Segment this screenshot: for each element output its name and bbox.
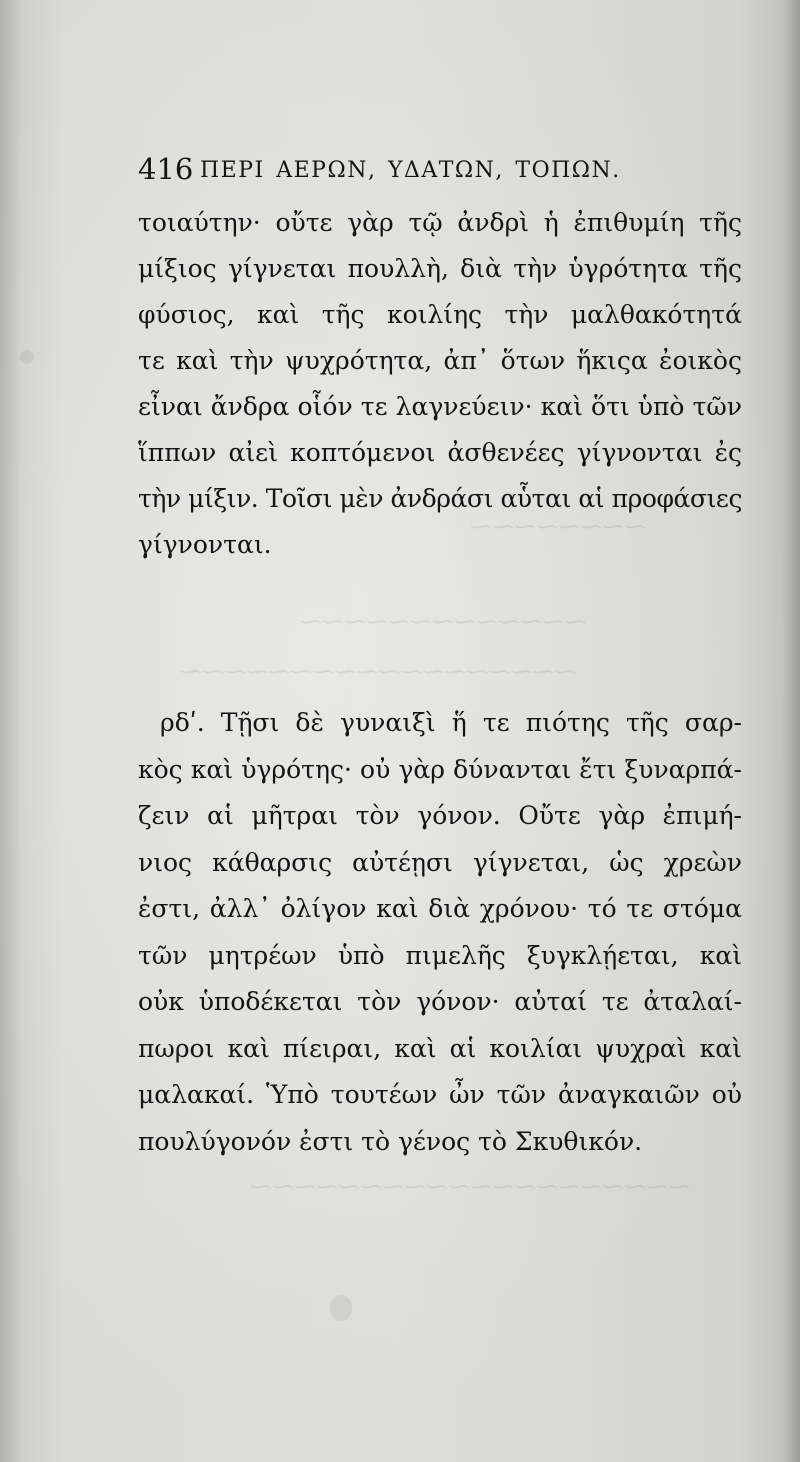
text-line: τοιαύτην· οὔτε γὰρ τῷ ἀνδρὶ ἡ ἐπιθυμίη τῆς <box>138 208 742 237</box>
bleed-through-mark: ⁓⁓⁓⁓⁓⁓⁓⁓⁓⁓⁓⁓⁓⁓⁓⁓⁓⁓⁓⁓ <box>250 1175 690 1200</box>
page-number: 416 <box>138 152 194 186</box>
text-line: ζειν αἱ μῆτραι τὸν γόνον. Οὔτε γὰρ ἐπιμή- <box>138 801 742 830</box>
paragraph-2 <box>138 700 742 1165</box>
text-line: γίγνονται. <box>138 530 272 559</box>
text-line: νιος κάθαρσις αὐτέῃσι γίγνεται, ὡς χρεὼν <box>138 847 742 877</box>
gutter-shadow <box>0 0 22 1462</box>
text-line: κὸς καὶ ὑγρότης· οὐ γὰρ δύνανται ἔτι ξυναρπά- <box>138 754 742 784</box>
page-edge-shadow <box>782 0 800 1462</box>
text-line: εἶναι ἄνδρα οἷόν τε λαγνεύειν· καὶ ὅτι ὑπὸ τῶν <box>138 392 742 421</box>
text-line: οὐκ ὑποδέκεται τὸν γόνον· αὐταί τε ἀταλαί- <box>138 987 742 1016</box>
text-line: μίξιος γίγνεται πουλλὴ, διὰ τὴν ὑγρότητα τῆς <box>138 254 742 283</box>
bleed-through-mark: ⁓⁓⁓⁓⁓⁓⁓⁓⁓⁓⁓⁓⁓ <box>300 610 586 635</box>
text-line: τὴν μίξιν. Τοῖσι μὲν ἀνδράσι αὗται αἱ προφάσιες <box>138 484 742 513</box>
running-head <box>138 148 738 188</box>
section-first-line: ρδʹ. Τῇσι δὲ γυναιξὶ ἥ τε πιότης τῆς σαρ- <box>160 708 742 737</box>
running-head-title: ΠΕΡΙ ΑΕΡΩΝ, ΥΔΑΤΩΝ, ΤΟΠΩΝ. <box>200 158 621 183</box>
bleed-through-mark: ⁓⁓⁓⁓⁓⁓⁓⁓⁓⁓⁓⁓⁓⁓⁓⁓⁓⁓ <box>180 660 576 685</box>
paragraph-1 <box>138 200 742 568</box>
text-line: ἐστι, ἀλλ᾽ ὀλίγον καὶ διὰ χρόνου· τό τε στόμα <box>138 894 742 923</box>
text-line: ἵππων αἰεὶ κοπτόμενοι ἀσθενέες γίγνονται ἐς <box>138 438 742 467</box>
text-line: τῶν μητρέων ὑπὸ πιμελῆς ξυγκλῄεται, καὶ <box>138 940 742 970</box>
text-line: τε καὶ τὴν ψυχρότητα, ἀπ᾽ ὅτων ἥκιςα ἐοικὸς <box>138 346 742 375</box>
text-line: πωροι καὶ πίειραι, καὶ αἱ κοιλίαι ψυχραὶ καὶ <box>138 1033 742 1063</box>
paper-stain <box>330 1295 352 1321</box>
text-line: φύσιος, καὶ τῆς κοιλίης τὴν μαλθακότητά <box>138 300 742 329</box>
paper-stain <box>20 350 34 364</box>
bleed-through-mark: ⁓⁓⁓⁓⁓⁓⁓⁓ <box>470 515 646 540</box>
text-line: πουλύγονόν ἐστι τὸ γένος τὸ Σκυθικόν. <box>138 1126 643 1156</box>
text-line: μαλακαί. Ὑπὸ τουτέων ὦν τῶν ἀναγκαιῶν οὐ <box>138 1080 742 1109</box>
